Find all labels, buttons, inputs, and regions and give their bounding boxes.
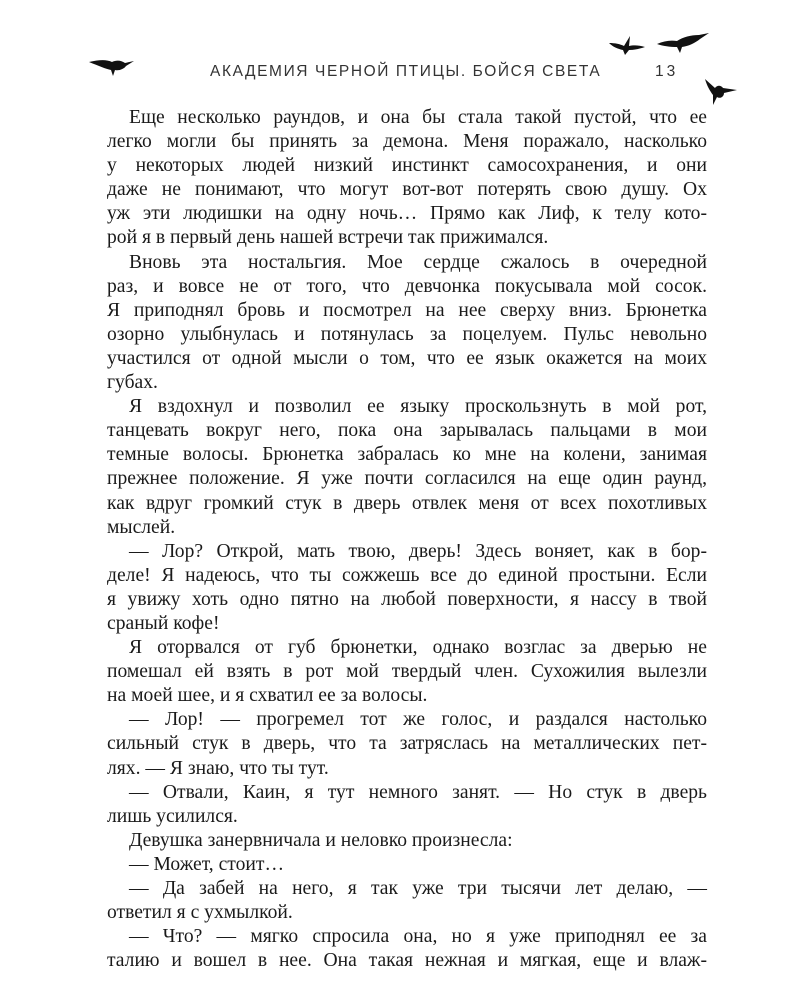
text-line: Я приподнял бровь и посмотрел на нее сверху вниз. Брюнетка — [107, 299, 707, 321]
text-line: Я вздохнул и позволил ее языку проскользнуть в мой рот, — [129, 396, 707, 418]
paragraph-last-line — [107, 805, 707, 829]
paragraph-last-line — [107, 516, 707, 540]
text-line: уж эти людишки на одну ночь… Прямо как Лиф, к телу кото- — [107, 203, 707, 225]
text-line: рой я в первый день нашей встречи так прижимался. — [107, 227, 549, 249]
text-line: лишь усилился. — [107, 805, 238, 827]
paragraph-line — [107, 660, 707, 684]
body-text — [107, 106, 707, 973]
running-header: АКАДЕМИЯ ЧЕРНОЙ ПТИЦЫ. БОЙСЯ СВЕТА — [210, 63, 602, 80]
paragraph-last-line — [107, 371, 707, 395]
paragraph-line — [107, 732, 707, 756]
paragraph-line — [107, 275, 707, 299]
text-line: талию и вошел в нее. Она такая нежная и мягкая, еще и влаж- — [107, 950, 707, 972]
paragraph-line — [107, 154, 707, 178]
crow-icon-top-1 — [608, 34, 646, 56]
paragraph — [107, 925, 707, 949]
text-line: я увижу хоть одно пятно на любой поверхности, я нассу в твой — [107, 588, 707, 610]
text-line: участился от одной мысли о том, что ее язык окажется на моих — [107, 347, 707, 369]
text-line: — Лор? Открой, мать твою, дверь! Здесь воняет, как в бор- — [129, 540, 707, 562]
text-line: — Может, стоит… — [129, 853, 285, 875]
text-line: темные волосы. Брюнетка забралась ко мне на колени, занимая — [107, 444, 707, 466]
text-line: деле! Я надеюсь, что ты сожжешь все до единой простыни. Если — [107, 564, 707, 586]
paragraph-last-line — [107, 901, 707, 925]
text-line: Я оторвался от губ брюнетки, однако возглас за дверью не — [129, 637, 707, 659]
text-line: прежнее положение. Я уже почти согласился на еще один раунд, — [107, 468, 707, 490]
crow-icon-right — [703, 76, 739, 106]
paragraph — [107, 877, 707, 901]
text-line: помешал ей взять в рот мой твердый член. Сухожилия вылезли — [107, 661, 707, 683]
paragraph-line — [107, 949, 707, 973]
paragraph-line — [107, 492, 707, 516]
text-line: раз, и вовсе не от того, что девчонка покусывала мой сосок. — [107, 275, 707, 297]
text-line: на моей шее, и я схватил ее за волосы. — [107, 685, 428, 707]
page-number: 13 — [655, 63, 679, 80]
paragraph-line — [107, 130, 707, 154]
text-line: танцевать вокруг него, пока она зарывалась пальцами в мои — [107, 420, 707, 442]
paragraph-line — [107, 443, 707, 467]
paragraph — [107, 708, 707, 732]
text-line: как вдруг громкий стук в дверь отвлек меня от всех похотливых — [107, 492, 707, 514]
paragraph-last-line — [107, 757, 707, 781]
text-line: даже не понимают, что могут вот-вот потерять свою душу. Ох — [107, 179, 707, 201]
paragraph — [107, 106, 707, 130]
text-line: лях. — Я знаю, что ты тут. — [107, 757, 329, 779]
paragraph-line — [107, 564, 707, 588]
paragraph — [107, 636, 707, 660]
paragraph-line — [107, 178, 707, 202]
text-line: Вновь эта ностальгия. Мое сердце сжалось в очередной — [129, 251, 707, 273]
paragraph-line — [107, 467, 707, 491]
paragraph — [107, 781, 707, 805]
paragraph-line — [107, 323, 707, 347]
crow-icon-left — [88, 54, 136, 78]
text-line: — Что? — мягко спросила она, но я уже приподнял ее за — [129, 926, 707, 948]
text-line: ответил я с ухмылкой. — [107, 902, 293, 924]
text-line: Еще несколько раундов, и она бы стала такой пустой, что ее — [129, 107, 707, 128]
paragraph-line — [107, 419, 707, 443]
text-line: Девушка занервничала и неловко произнесла: — [129, 829, 513, 851]
paragraph-last-line — [107, 226, 707, 250]
paragraph-line — [107, 299, 707, 323]
text-line: озорно улыбнулась и потянулась за поцелуем. Пульс невольно — [107, 323, 707, 345]
text-line: у некоторых людей низкий инстинкт самосохранения, и они — [107, 155, 707, 177]
paragraph-line — [107, 588, 707, 612]
text-line: сильный стук в дверь, что та затряслась на металлических пет- — [107, 733, 707, 755]
text-line: — Отвали, Каин, я тут немного занят. — Но стук в дверь — [129, 781, 707, 803]
paragraph — [107, 540, 707, 564]
text-line: сраный кофе! — [107, 612, 220, 634]
paragraph-last-line — [107, 612, 707, 636]
text-line: губах. — [107, 372, 158, 394]
paragraph — [107, 395, 707, 419]
paragraph — [107, 829, 707, 853]
paragraph-line — [107, 347, 707, 371]
crow-icon-top-2 — [655, 32, 711, 54]
text-line: — Лор! — прогремел тот же голос, и раздался настолько — [129, 709, 707, 731]
paragraph-last-line — [107, 684, 707, 708]
paragraph-line — [107, 202, 707, 226]
text-line: — Да забей на него, я так уже три тысячи лет делаю, — — [129, 878, 707, 899]
paragraph — [107, 853, 707, 877]
text-line: легко могли бы принять за демона. Меня поражало, насколько — [107, 131, 707, 153]
text-line: мыслей. — [107, 516, 176, 538]
paragraph — [107, 251, 707, 275]
